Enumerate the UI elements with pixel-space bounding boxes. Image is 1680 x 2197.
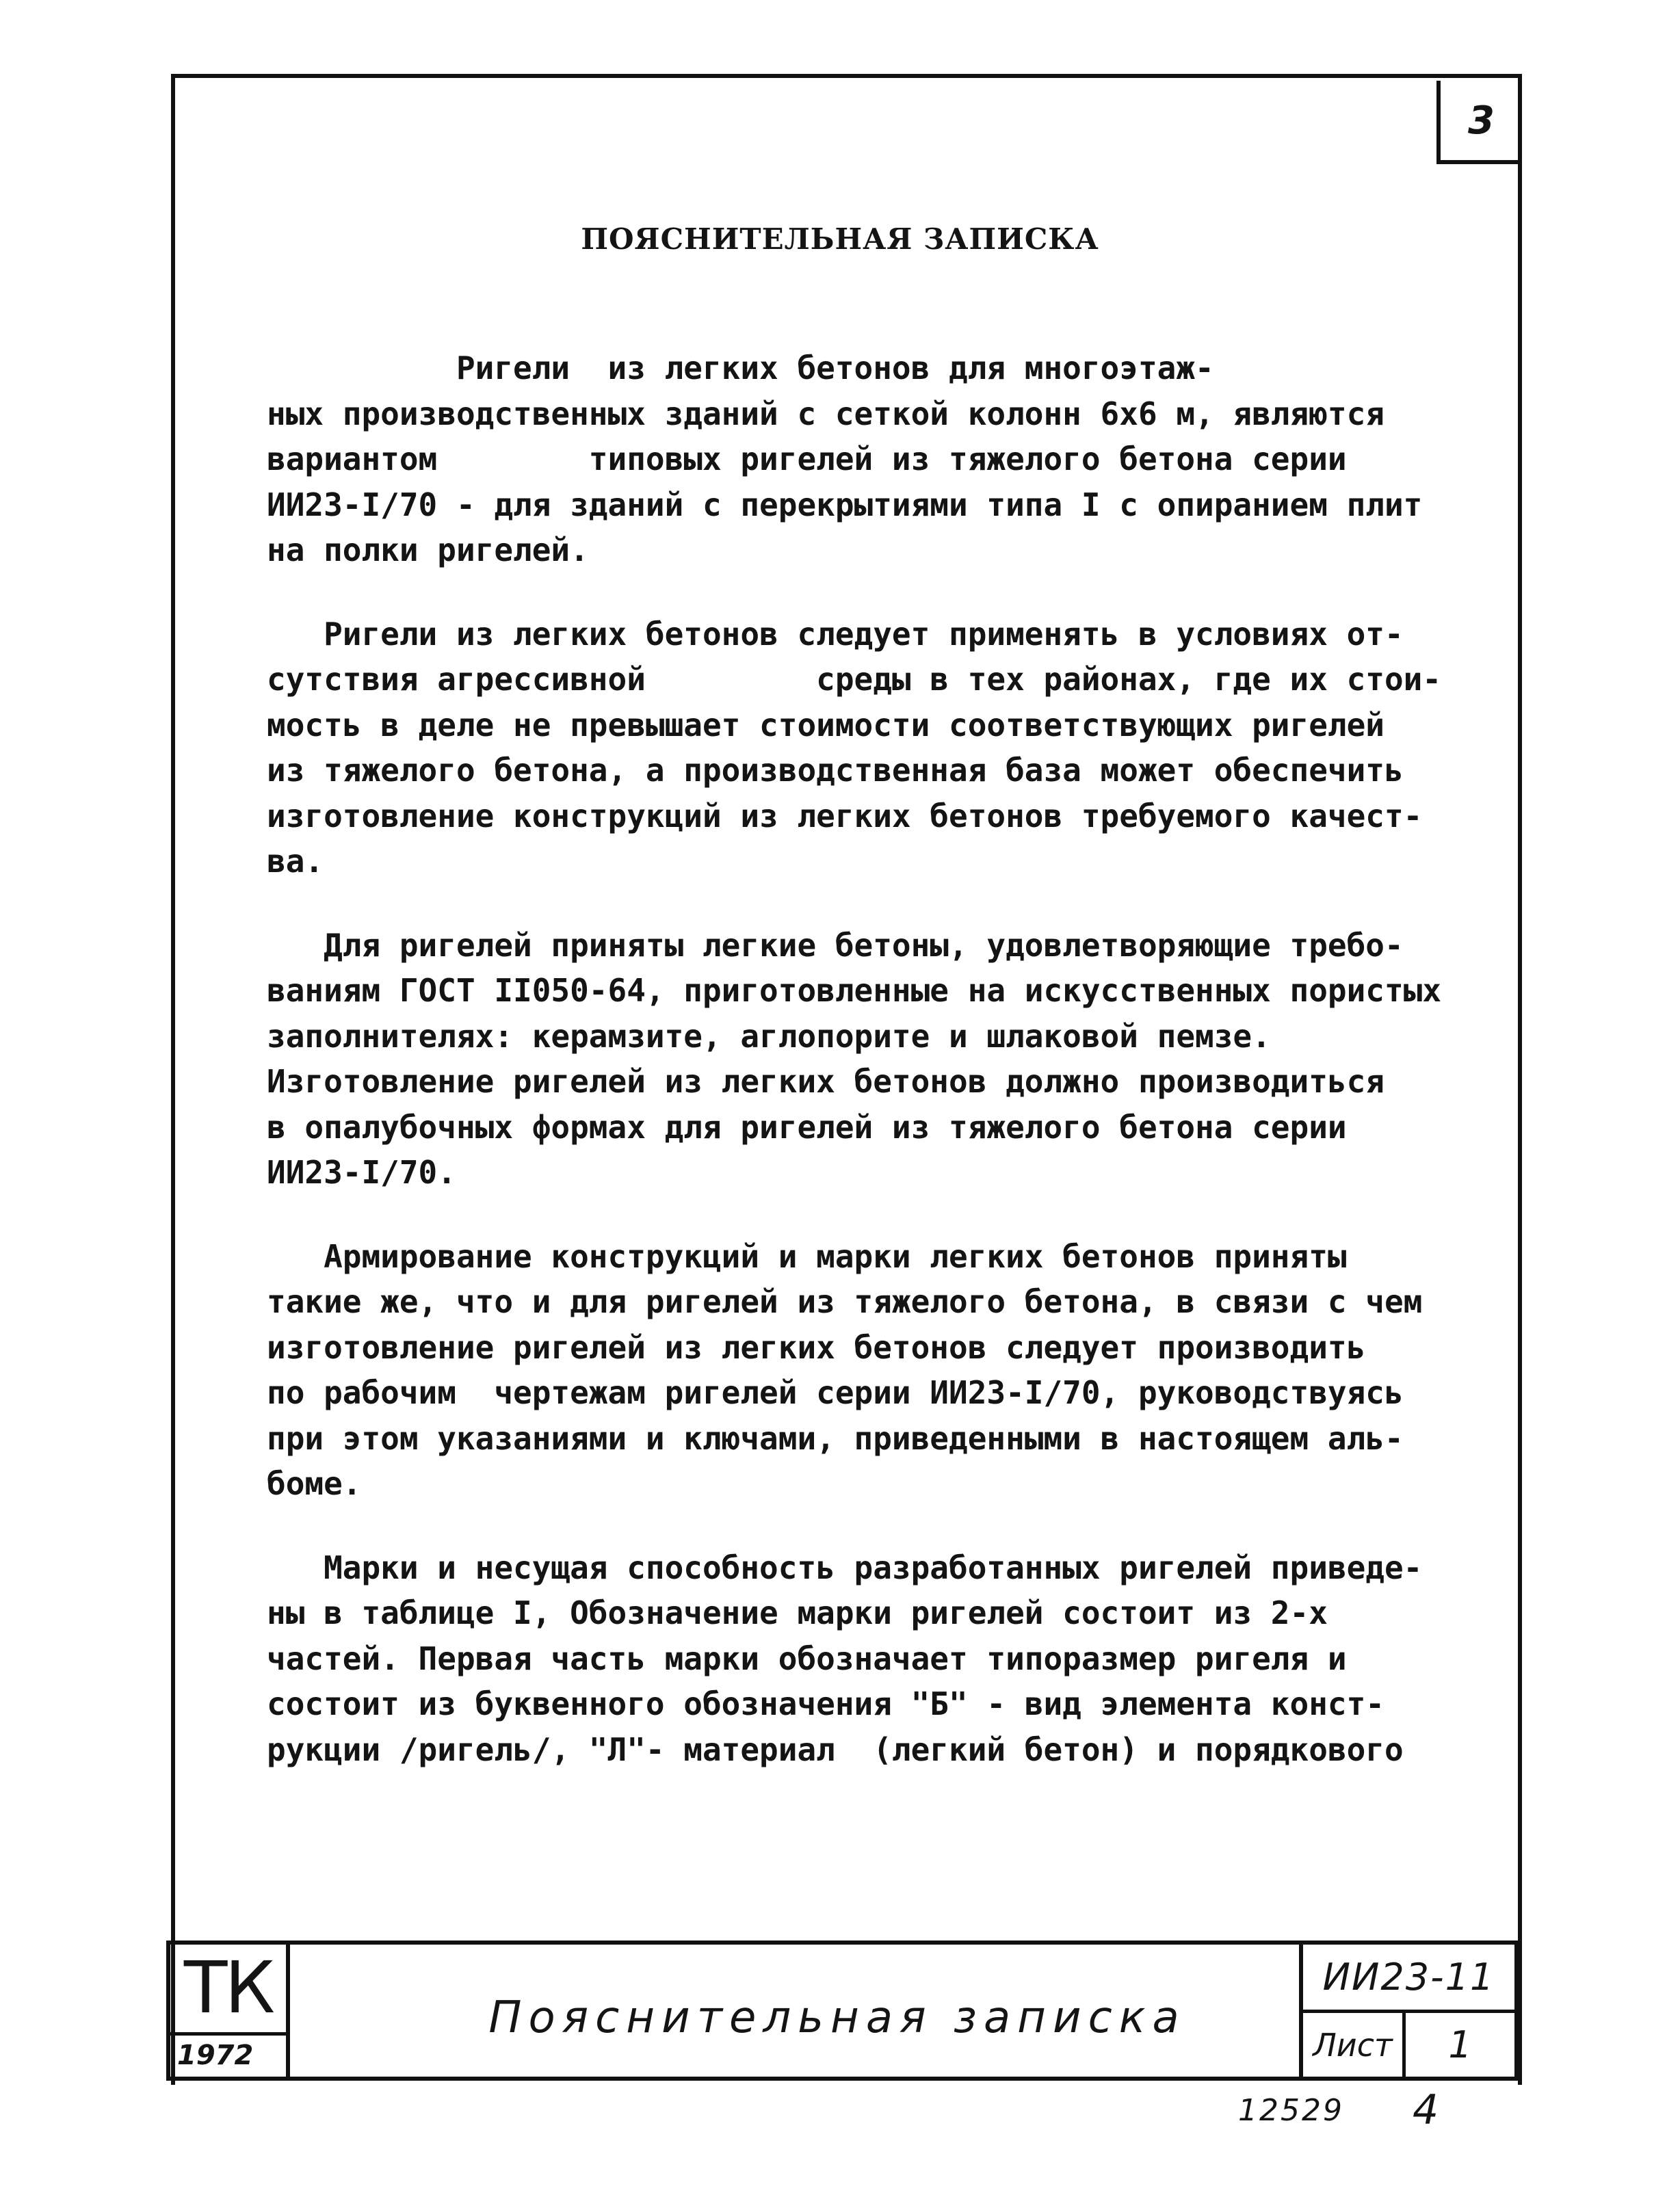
text-line: по рабочим чертежам ригелей серии ИИ23-I/70, руководствуясь xyxy=(267,1374,1404,1411)
text-line: на полки ригелей. xyxy=(267,531,589,568)
text-line: такие же, что и для ригелей из тяжелого бетона, в связи с чем xyxy=(267,1283,1423,1320)
sheet-label: Лист xyxy=(1303,2013,1406,2077)
text-line: в опалубочных формах для ригелей из тяжелого бетона серии xyxy=(267,1108,1347,1146)
text-line: изготовление конструкций из легких бетонов требуемого качест- xyxy=(267,797,1423,834)
text-line: Ригели из легких бетонов следует применять в условиях от- xyxy=(267,615,1404,653)
text-line: изготовление ригелей из легких бетонов следует производить xyxy=(267,1328,1366,1366)
text-line: из тяжелого бетона, а производственная база может обеспечить xyxy=(267,752,1404,789)
text-line: рукции /ригель/, "Л"- материал (легкий бетон) и порядкового xyxy=(267,1731,1404,1768)
text-line: Марки и несущая способность разработанных ригелей приведе- xyxy=(267,1549,1423,1586)
text-line: Для ригелей приняты легкие бетоны, удовлетворяющие требо- xyxy=(267,926,1404,964)
text-line: ИИ23-I/70 - для зданий с перекрытиями типа I с опиранием плит xyxy=(267,486,1423,523)
text-line: ваниям ГОСТ II050-64, приготовленные на искусственных пористых xyxy=(267,972,1442,1009)
text-line: ИИ23-I/70. xyxy=(267,1154,456,1191)
title-block-info xyxy=(1299,1945,1514,2077)
text-line: заполнителях: керамзите, аглопорите и шлаковой пемзе. xyxy=(267,1017,1271,1055)
text-line: ных производственных зданий с сеткой колонн 6х6 м, являются xyxy=(267,395,1384,432)
text-line: вариантом типовых ригелей из тяжелого бетона серии xyxy=(267,440,1347,477)
sheet-number: 1 xyxy=(1448,2023,1472,2066)
series-code: ИИ23-11 xyxy=(1303,1945,1514,2013)
paragraph-1 xyxy=(267,345,1484,573)
text-line: боме. xyxy=(267,1465,362,1502)
logo-mark: ТК xyxy=(183,1946,273,2029)
text-line: Изготовление ригелей из легких бетонов должно производиться xyxy=(267,1063,1384,1100)
archive-sheet-number: 4 xyxy=(1413,2086,1439,2134)
document-title: ПОЯСНИТЕЛЬНАЯ ЗАПИСКА xyxy=(581,222,1099,256)
body-text xyxy=(267,345,1484,1811)
paragraph-2 xyxy=(267,611,1484,884)
text-line: мость в деле не превышает стоимости соответствующих ригелей xyxy=(267,706,1384,744)
title-block-doc-title: Пояснительная записка xyxy=(488,1992,1186,2043)
text-line: при этом указаниями и ключами, приведенными в настоящем аль- xyxy=(267,1419,1404,1457)
title-block xyxy=(166,1941,1519,2081)
archive-code: 12529 xyxy=(1238,2093,1344,2128)
paragraph-5 xyxy=(267,1545,1484,1773)
text-line: частей. Первая часть марки обозначает типоразмер ригеля и xyxy=(267,1640,1347,1677)
paragraph-4 xyxy=(267,1234,1484,1507)
organization-logo xyxy=(170,1945,290,2077)
text-line: Ригели из легких бетонов для многоэтаж- xyxy=(267,350,1214,386)
page-number: 3 xyxy=(1436,81,1522,164)
text-line: ва. xyxy=(267,843,324,880)
text-line: сутствия агрессивной среды в тех районах, где их стои- xyxy=(267,661,1442,698)
text-line: состоит из буквенного обозначения "Б" - вид элемента конст- xyxy=(267,1685,1384,1722)
text-line: ны в таблице I, Обозначение марки ригелей состоит из 2-х xyxy=(267,1594,1328,1631)
logo-year: 1972 xyxy=(170,2032,286,2077)
text-line: Армирование конструкций и марки легких бетонов приняты xyxy=(267,1237,1347,1275)
paragraph-3 xyxy=(267,923,1484,1196)
